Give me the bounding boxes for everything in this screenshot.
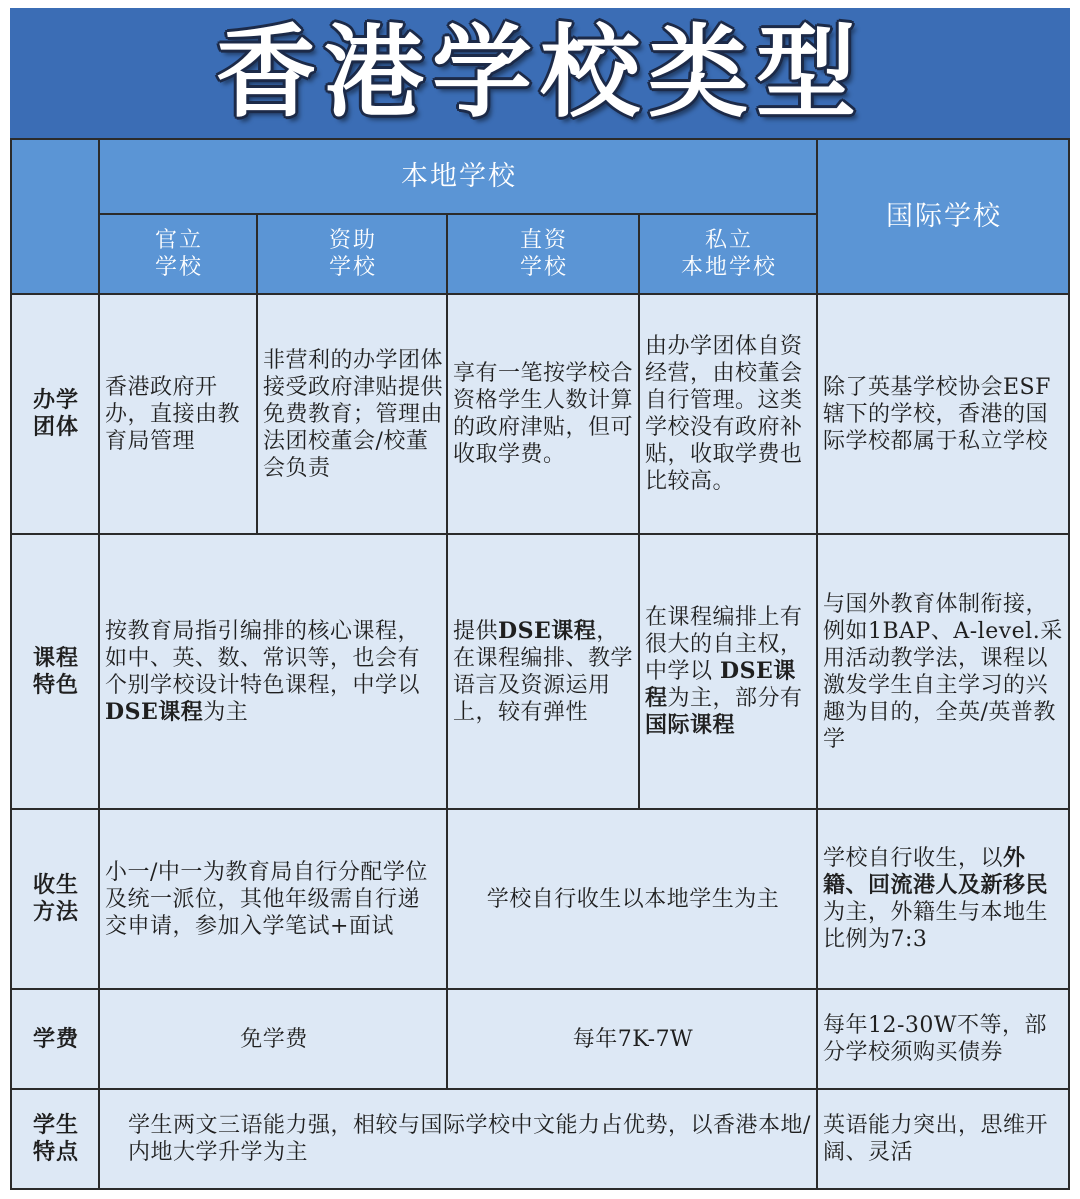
row-label-line: 课程: [32, 645, 79, 671]
title-banner: [10, 8, 1070, 138]
cell-text: 享有一笔按学校合资格学生人数计算的政府津贴，但可收取学费。: [453, 361, 634, 467]
header-local-schools: [100, 140, 818, 215]
cell-text: 香港政府开办，直接由教育局管理: [105, 374, 241, 454]
subheader-line: 私立: [704, 228, 753, 253]
row-label-students: [12, 1090, 100, 1190]
subheader-line: 官立: [154, 228, 203, 253]
school-types-table: [10, 138, 1070, 1190]
cell-governance-aided: [258, 295, 448, 535]
cell-text: 学生两文三语能力强，相较与国际学校中文能力占优势，以香港本地/内地大学升学为主: [128, 1113, 811, 1165]
cell-governance-direct-subsidy: [448, 295, 640, 535]
row-label-line: 办学: [32, 388, 79, 413]
row-label-line: 收生: [32, 873, 79, 898]
subheader-aided-school: [258, 215, 448, 295]
subheader-government-school: [100, 215, 258, 295]
row-label-governance: [12, 295, 100, 535]
row-label-fees: [12, 990, 100, 1090]
subheader-direct-subsidy-school: [448, 215, 640, 295]
subheader-line: 学校: [328, 255, 377, 280]
cell-fees-government-aided: [100, 990, 448, 1090]
subheader-line: 本地学校: [680, 255, 777, 280]
text-segment: 按教育局指引编排的核心课程，如中、英、数、常识等，也会有个别学校设计特色课程，中学以: [105, 618, 421, 698]
cell-text: 每年12-30W不等，部分学校须购买债券: [823, 1013, 1048, 1065]
cell-text: 由办学团体自资经营，由校董会自行管理。这类学校没有政府补贴，收取学费也比较高。: [645, 334, 803, 494]
subheader-line: 学校: [519, 255, 568, 280]
cell-admission-dss-private: [448, 810, 818, 990]
text-segment: 为主，部分有: [667, 686, 803, 711]
cell-governance-private-local: [640, 295, 818, 535]
cell-text: [105, 618, 424, 726]
text-segment: ，在课程编排、教学语言及资源运用上，较有弹性: [453, 618, 634, 725]
text-segment: 提供: [453, 618, 499, 644]
cell-text: [453, 618, 635, 726]
header-international-schools: [818, 140, 1070, 295]
cell-curriculum-international: [818, 535, 1070, 810]
text-segment: 为主: [203, 699, 249, 725]
cell-students-international: [818, 1090, 1070, 1190]
cell-admission-government-aided: [100, 810, 448, 990]
cell-text: 小一/中一为教育局自行分配学位及统一派位，其他年级需自行递交申请，参加入学笔试+面试: [105, 859, 428, 939]
subheader-line: 学校: [154, 255, 203, 280]
cell-text: [823, 845, 1065, 953]
row-label-line: 团体: [32, 415, 79, 440]
cell-fees-international: [818, 990, 1070, 1090]
header-international-schools-label: 国际学校: [886, 201, 1002, 232]
cell-admission-international: [818, 810, 1070, 990]
cell-governance-government: [100, 295, 258, 535]
cell-text: 除了英基学校协会ESF辖下的学校，香港的国际学校都属于私立学校: [823, 374, 1051, 454]
cell-text: 非营利的办学团体接受政府津贴提供免费教育；管理由法团校董会/校董会负责: [263, 347, 444, 481]
row-label-line: 特点: [32, 1140, 79, 1165]
cell-students-local: [100, 1090, 818, 1190]
highlight-text: 外籍、回流港人及新移民: [823, 845, 1049, 898]
cell-curriculum-private-local: [640, 535, 818, 810]
cell-curriculum-direct-subsidy: [448, 535, 640, 810]
text-segment: 学校自行收生，以: [823, 846, 1004, 871]
row-label-admission: [12, 810, 100, 990]
subheader-line: 资助: [328, 228, 377, 253]
cell-text: 学校自行收生以本地学生为主: [486, 886, 780, 912]
cell-text: 英语能力突出，思维开阔、灵活: [823, 1113, 1049, 1165]
text-segment: 为主，外籍生与本地生比例为7:3: [823, 900, 1049, 952]
header-local-schools-label: 本地学校: [401, 161, 517, 192]
subheader-private-local-school: [640, 215, 818, 295]
cell-fees-dss-private: [448, 990, 818, 1090]
row-label-line: 特色: [32, 672, 79, 698]
row-label-line: 学生: [32, 1113, 79, 1138]
row-label-curriculum: [12, 535, 100, 810]
highlight-text: 国际课程: [645, 712, 736, 738]
row-label-line: 方法: [32, 900, 79, 925]
cell-curriculum-government-aided: [100, 535, 448, 810]
highlight-text: DSE课程: [645, 658, 796, 711]
cell-governance-international: [818, 295, 1070, 535]
cell-text: 免学费: [240, 1026, 308, 1052]
cell-text: [645, 604, 813, 739]
highlight-text: DSE课程: [105, 698, 204, 725]
cell-text: 与国外教育体制衔接，例如1BAP、A-level.采用活动教学法，课程以激发学生自主学习的兴趣为目的，全英/英普教学: [823, 591, 1063, 752]
page-title: 香港学校类型: [216, 14, 864, 131]
row-label-line: 学费: [32, 1026, 79, 1052]
subheader-line: 直资: [519, 228, 568, 253]
cell-text: 每年7K-7W: [572, 1026, 694, 1052]
highlight-text: DSE课程: [498, 617, 597, 644]
header-corner: [12, 140, 100, 295]
text-segment: 在课程编排上有很大的自主权，中学以: [645, 605, 803, 684]
